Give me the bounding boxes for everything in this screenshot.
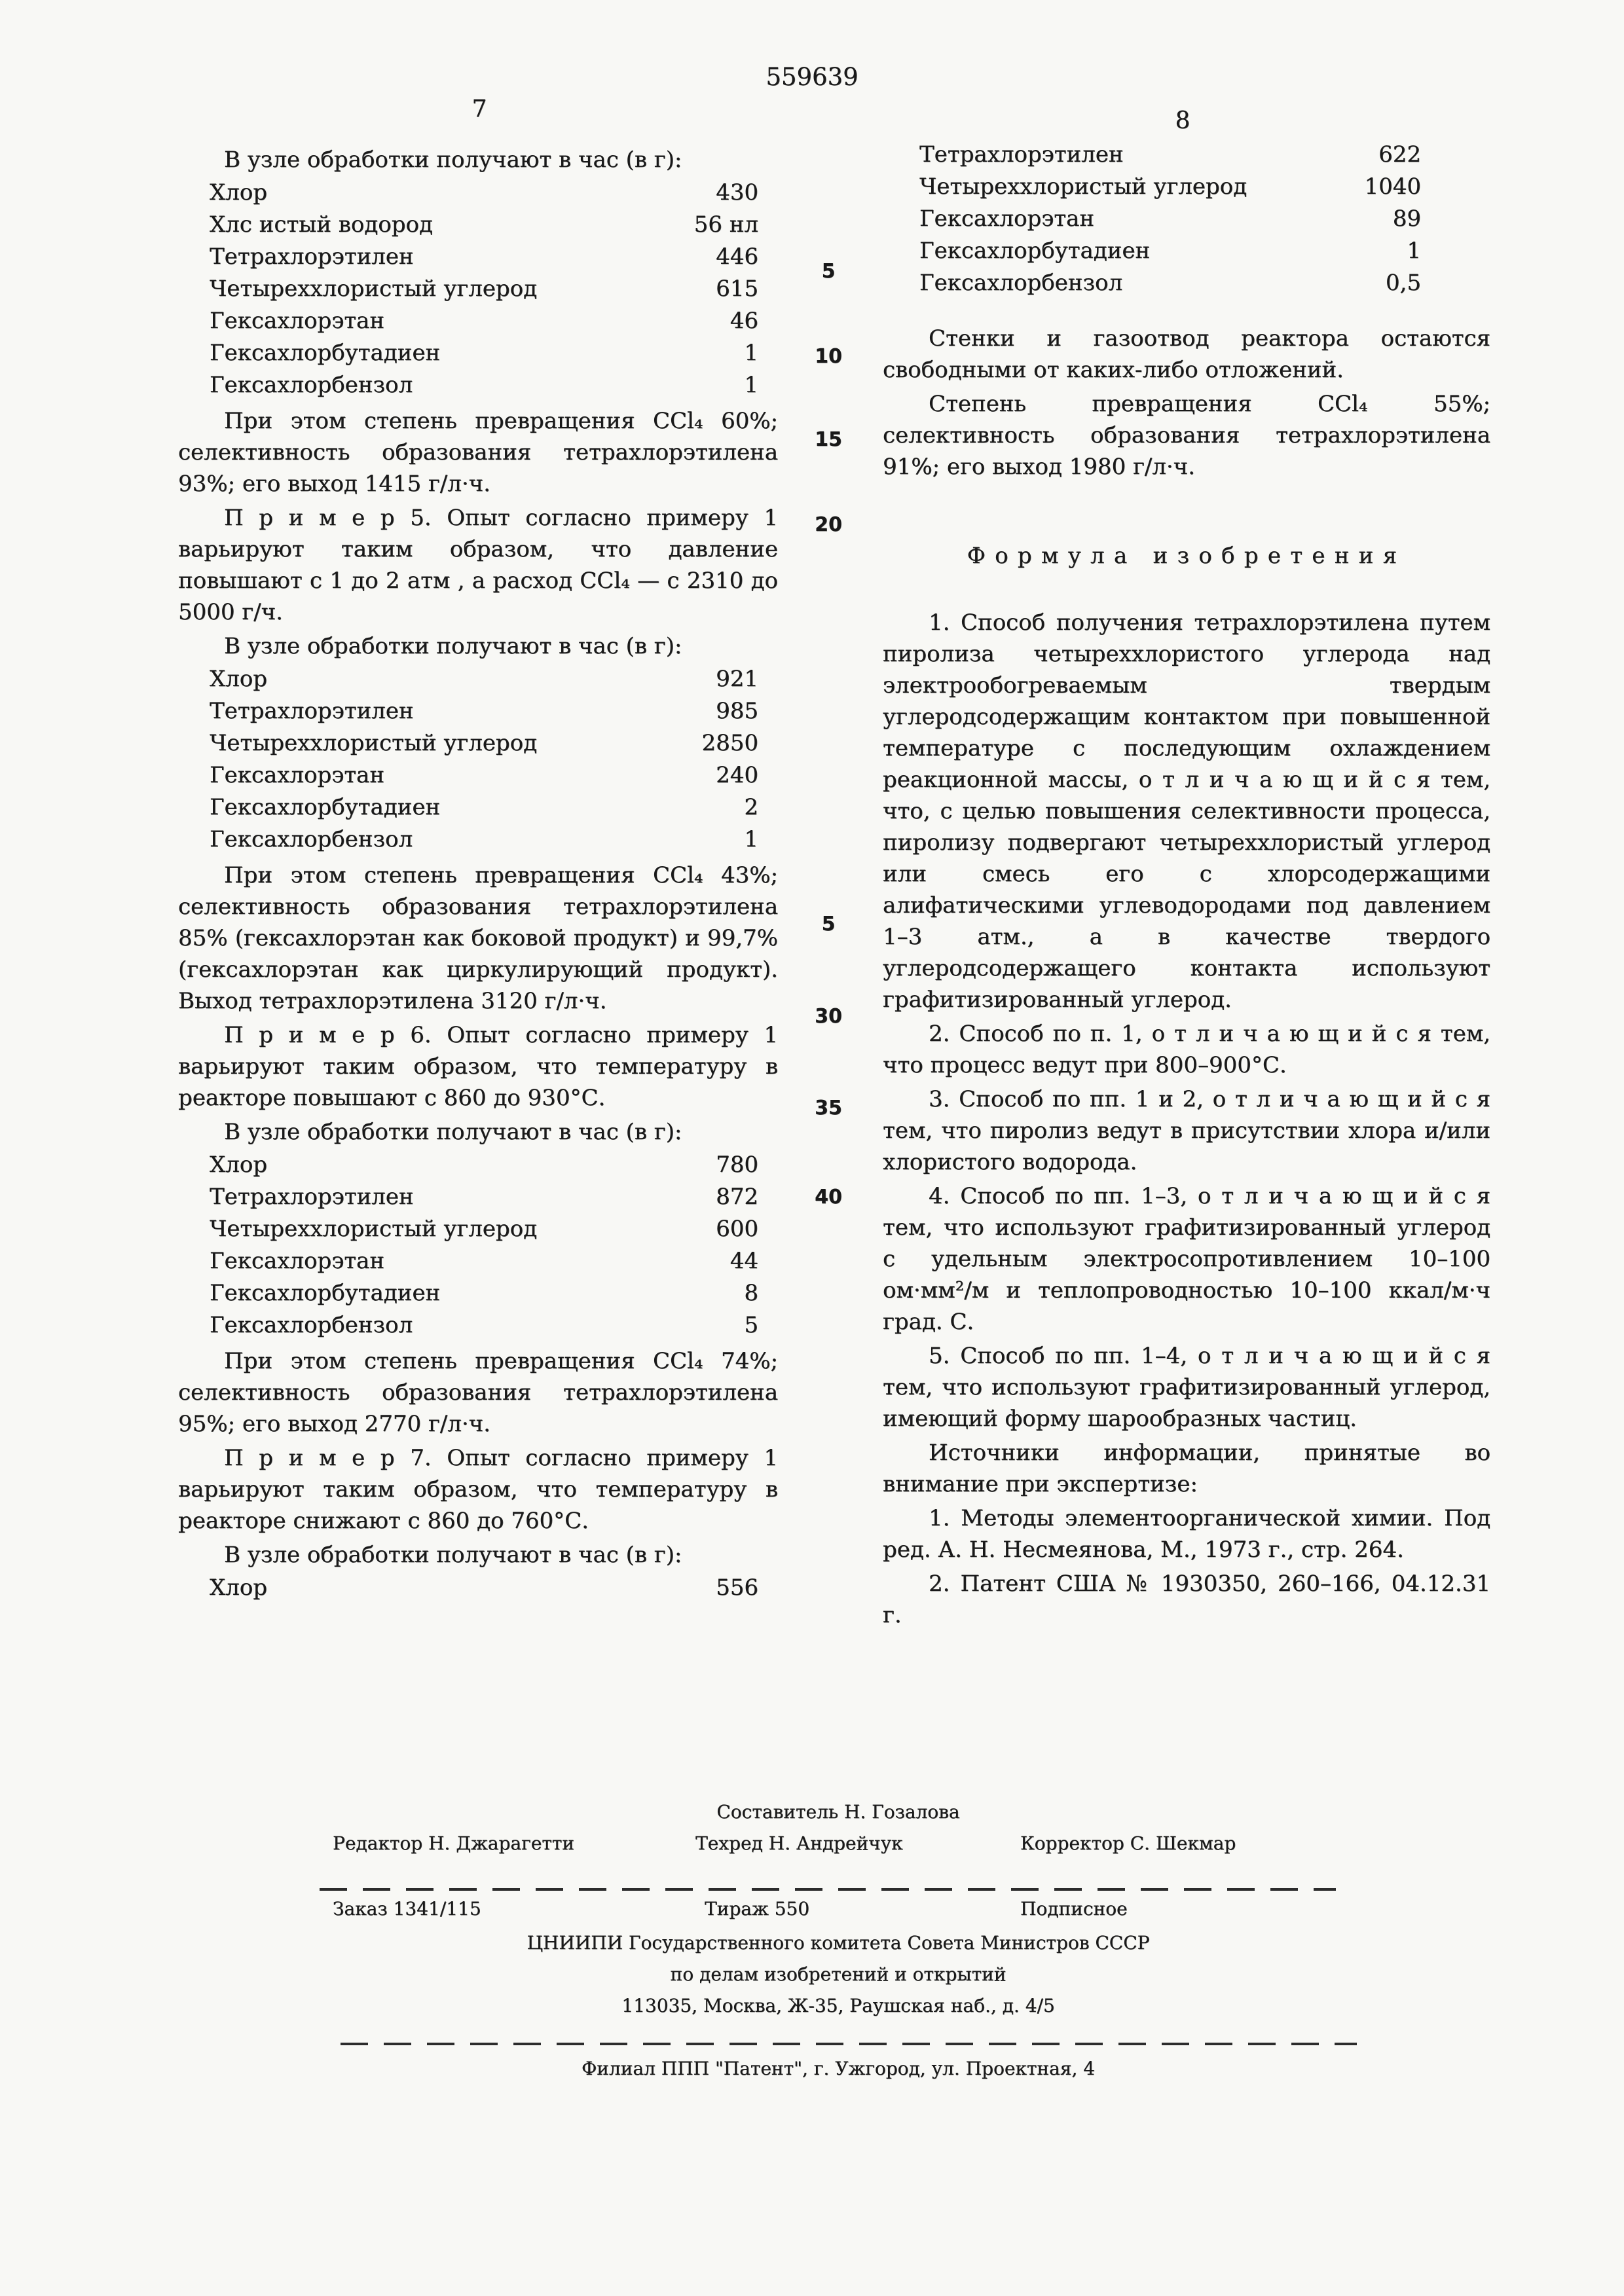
substance-label: Тетрахлорэтилен [210, 244, 414, 270]
table-row [178, 824, 778, 856]
table-row [178, 792, 778, 824]
divider-dashed-line [320, 1888, 1336, 1891]
table-row [178, 759, 778, 792]
substance-value: 780 [716, 1152, 758, 1178]
divider-dashed-line [341, 2043, 1357, 2045]
organization-name: ЦНИИПИ Государственного комитета Совета Министров СССР [526, 1932, 1150, 1954]
margin-line-number: 20 [815, 513, 842, 536]
substance-value: 5 [744, 1312, 758, 1338]
organization-address: 113035, Москва, Ж-35, Раушская наб., д. 4/5 [621, 1995, 1055, 2016]
substance-label: Гексахлорэтан [210, 1248, 384, 1274]
claim-1: 1. Способ получения тетрахлорэтилена путем пиролиза четыреххлористого углерода над электрообогреваемым твердым углеродсодержащим контактом при повышенной температуре с последующим охлаждением реакционной массы, о т л и ч а ю щ и й с я тем, что, с целью повышения селективности процесса, пиролизу подвергают четыреххлористый углерод или смесь его с хлорсодержащими алифатическими углеводородами под давлением 1–3 атм., а в качестве твердого углеродсодержащего контакта используют графитизированный углерод. [883, 610, 1490, 1013]
table-row [178, 1309, 778, 1341]
table-row [178, 663, 778, 695]
substance-label: Хлор [210, 1575, 268, 1601]
reactor-walls-paragraph: Стенки и газоотвод реактора остаются свободными от каких-либо отложений. [883, 325, 1490, 383]
tirage-count: Тираж 550 [705, 1898, 810, 1920]
organization-purpose: по делам изобретений и открытий [670, 1963, 1006, 1985]
table-row [178, 1245, 778, 1277]
margin-line-number: 5 [821, 913, 836, 936]
substance-value: 2 [744, 794, 758, 820]
right-column [883, 137, 1490, 1633]
margin-line-number: 15 [815, 428, 842, 451]
substance-label: Гексахлорэтан [210, 308, 384, 334]
table-row [178, 369, 778, 401]
substance-label: Гексахлорбензол [919, 270, 1123, 296]
corrector-credit: Корректор С. Шекмар [1020, 1832, 1236, 1854]
substance-label: Четыреххлористый углерод [210, 276, 538, 302]
table-row [178, 337, 778, 369]
conversion-paragraph: При этом степень превращения CCl₄ 74%; селективность образования тетрахлорэтилена 95%; его выход 2770 г/л·ч. [178, 1348, 778, 1437]
substance-label: Хлор [210, 666, 268, 692]
table-row [178, 727, 778, 759]
substance-value: 1040 [1364, 173, 1421, 200]
substance-table [178, 1149, 778, 1341]
substance-table [178, 1572, 778, 1604]
margin-line-number: 30 [815, 1005, 842, 1028]
margin-line-number: 5 [821, 260, 836, 283]
example-5-paragraph: П р и м е р 5. Опыт согласно примеру 1 варьируют таким образом, что давление повышают с 1 до 2 атм , а расход CCl₄ — с 2310 до 5000 г/ч. [178, 505, 778, 625]
page-number-right: 8 [1175, 107, 1190, 134]
substance-label: Хлс истый водород [210, 211, 433, 238]
table-row [883, 267, 1490, 299]
substance-label: Гексахлорэтан [210, 762, 384, 788]
substance-table [178, 177, 778, 401]
substance-value: 56 нл [693, 211, 758, 238]
substance-value: 430 [716, 179, 758, 206]
substance-value: 2850 [701, 730, 758, 756]
substance-value: 240 [716, 762, 758, 788]
example-7-paragraph: П р и м е р 7. Опыт согласно примеру 1 варьируют таким образом, что температуру в реакторе снижают с 860 до 760°С. [178, 1445, 778, 1534]
substance-value: 1 [1407, 238, 1421, 264]
formula-heading: Формула изобретения [967, 543, 1407, 569]
conversion-paragraph: Степень превращения CCl₄ 55%; селективность образования тетрахлорэтилена 91%; его выход 1980 г/л·ч. [883, 391, 1490, 480]
editor-credit: Редактор Н. Джарагетти [333, 1832, 574, 1854]
margin-line-number: 35 [815, 1097, 842, 1120]
substance-value: 600 [716, 1216, 758, 1242]
techred-credit: Техред Н. Андрейчук [695, 1832, 903, 1854]
substance-value: 44 [729, 1248, 758, 1274]
substance-label: Гексахлорбутадиен [210, 1280, 441, 1306]
hourly-output-intro: В узле обработки получают в час (в г): [224, 147, 682, 173]
substance-value: 446 [716, 244, 758, 270]
page-number-left: 7 [471, 96, 487, 122]
hourly-output-intro: В узле обработки получают в час (в г): [224, 1542, 682, 1568]
table-row [178, 1181, 778, 1213]
patent-number: 559639 [766, 63, 858, 91]
claim-2: 2. Способ по п. 1, о т л и ч а ю щ и й с я тем, что процесс ведут при 800–900°С. [883, 1021, 1490, 1078]
compiler-credit: Составитель Н. Гозалова [716, 1801, 960, 1823]
substance-value: 8 [744, 1280, 758, 1306]
table-row [883, 139, 1490, 171]
table-row [883, 171, 1490, 203]
hourly-output-intro: В узле обработки получают в час (в г): [224, 633, 682, 659]
conversion-paragraph: При этом степень превращения CCl₄ 43%; селективность образования тетрахлорэтилена 85% (гексахлорэтан как боковой продукт) и 99,7% (гексахлорэтан как циркулирующий продукт). Выход тетрахлорэтилена 3120 г/л·ч. [178, 862, 778, 1014]
substance-value: 622 [1378, 141, 1421, 168]
substance-label: Четыреххлористый углерод [210, 730, 538, 756]
substance-label: Хлор [210, 1152, 268, 1178]
substance-value: 1 [744, 826, 758, 852]
substance-label: Гексахлорбутадиен [210, 794, 441, 820]
source-1: 1. Методы элементоорганической химии. Под ред. А. Н. Несмеянова, М., 1973 г., стр. 264. [883, 1505, 1490, 1563]
table-row [178, 305, 778, 337]
left-column [178, 144, 778, 1608]
substance-label: Тетрахлорэтилен [210, 1184, 414, 1210]
substance-label: Гексахлорбензол [210, 372, 413, 398]
subscription-label: Подписное [1020, 1898, 1128, 1920]
substance-label: Гексахлорбензол [210, 1312, 413, 1338]
substance-value: 615 [716, 276, 758, 302]
source-2: 2. Патент США № 1930350, 260–166, 04.12.31 г. [883, 1571, 1490, 1628]
table-row [178, 209, 778, 241]
claim-4: 4. Способ по пп. 1–3, о т л и ч а ю щ и й с я тем, что используют графитизированный углерод с удельным электросопротивлением 10–100 ом·мм²/м и теплопроводностью 10–100 ккал/м·ч град. С. [883, 1183, 1490, 1335]
table-row [178, 695, 778, 727]
substance-value: 985 [716, 698, 758, 724]
table-row [178, 241, 778, 273]
substance-label: Хлор [210, 179, 268, 206]
table-row [178, 273, 778, 305]
order-number: Заказ 1341/115 [333, 1898, 481, 1920]
table-row [178, 1572, 778, 1604]
sources-intro: Источники информации, принятые во внимание при экспертизе: [883, 1440, 1490, 1497]
claim-3: 3. Способ по пп. 1 и 2, о т л и ч а ю щ и й с я тем, что пиролиз ведут в присутствии хлора и/или хлористого водорода. [883, 1086, 1490, 1175]
substance-label: Гексахлорбензол [210, 826, 413, 852]
substance-label: Гексахлорэтан [919, 206, 1094, 232]
branch-address: Филиал ППП "Патент", г. Ужгород, ул. Проектная, 4 [581, 2058, 1096, 2079]
substance-label: Четыреххлористый углерод [210, 1216, 538, 1242]
substance-value: 921 [716, 666, 758, 692]
claim-5: 5. Способ по пп. 1–4, о т л и ч а ю щ и й с я тем, что используют графитизированный углерод, имеющий форму шарообразных частиц. [883, 1343, 1490, 1432]
substance-value: 556 [716, 1575, 758, 1601]
table-row [178, 177, 778, 209]
table-row [178, 1149, 778, 1181]
substance-label: Гексахлорбутадиен [210, 340, 441, 366]
table-row [883, 235, 1490, 267]
substance-value: 89 [1392, 206, 1421, 232]
substance-label: Тетрахлорэтилен [210, 698, 414, 724]
substance-table [883, 139, 1490, 299]
table-row [883, 203, 1490, 235]
table-row [178, 1277, 778, 1309]
margin-line-number: 40 [815, 1186, 842, 1209]
conversion-paragraph: При этом степень превращения CCl₄ 60%; селективность образования тетрахлорэтилена 93%; его выход 1415 г/л·ч. [178, 408, 778, 497]
hourly-output-intro: В узле обработки получают в час (в г): [224, 1119, 682, 1145]
substance-value: 0,5 [1385, 270, 1421, 296]
substance-value: 1 [744, 340, 758, 366]
margin-line-number: 10 [815, 345, 842, 368]
example-6-paragraph: П р и м е р 6. Опыт согласно примеру 1 варьируют таким образом, что температуру в реакторе повышают с 860 до 930°С. [178, 1022, 778, 1111]
substance-value: 46 [729, 308, 758, 334]
substance-label: Четыреххлористый углерод [919, 173, 1247, 200]
substance-value: 1 [744, 372, 758, 398]
substance-label: Тетрахлорэтилен [919, 141, 1124, 168]
table-row [178, 1213, 778, 1245]
substance-label: Гексахлорбутадиен [919, 238, 1151, 264]
substance-value: 872 [716, 1184, 758, 1210]
substance-table [178, 663, 778, 856]
